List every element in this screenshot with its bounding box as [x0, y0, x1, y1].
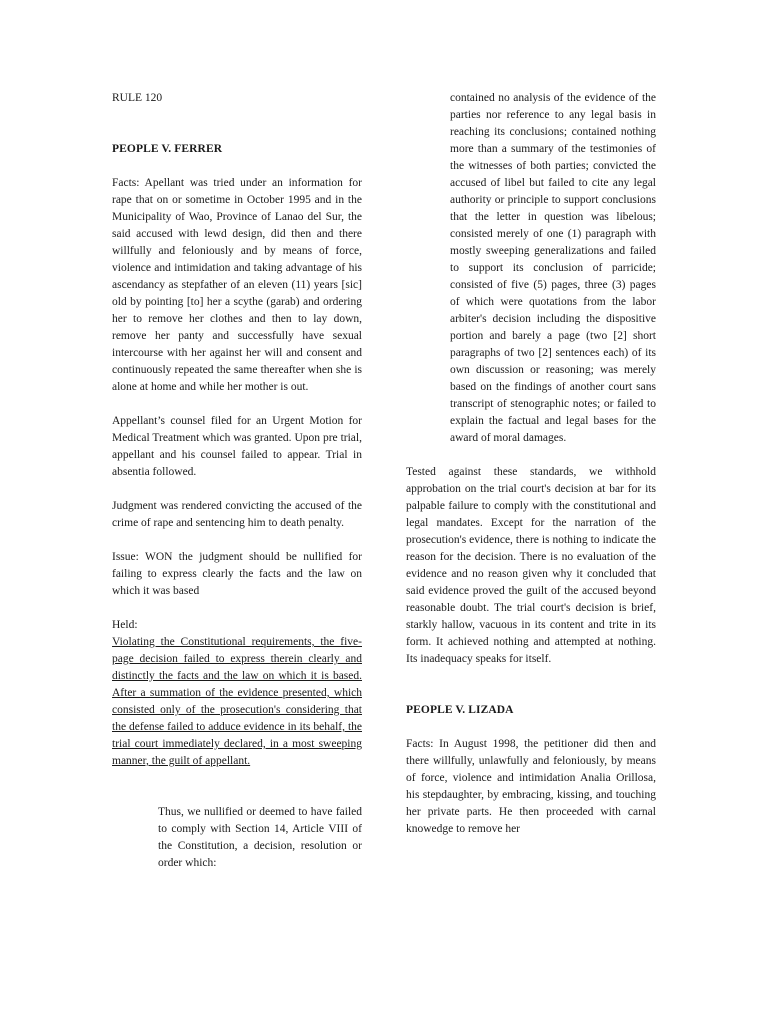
- facts2-paragraph: Facts: In August 1998, the petitioner did then and there willfully, unlawfully and feloniously, by means of force, violence and intimidation Analia Orillosa, his stepdaughter, by embracing, kissing, and touching her private parts. He then proceeded with carnal knowedge to remove her: [406, 738, 656, 835]
- quote-start: Thus, we nullified or deemed to have failed to comply with Section 14, Article VIII of the Constitution, a decision, resolution or order which:: [158, 806, 362, 869]
- tested-paragraph: Tested against these standards, we withhold approbation on the trial court's decision at bar for its palpable failure to comply with the constitutional and legal mandates. Except for the narration of the prosecution's evidence, there is nothing to indicate the reason for the decision. There is no evaluation of the evidence and no reason given why it concluded that said evidence proved the guilt of the accused beyond reasonable doubt. The trial court's decision is brief, starkly hallow, vacuous in its content and trite in its form. It achieved nothing and attempted at nothing. Its inadequacy speaks for itself.: [406, 466, 656, 665]
- case1-title: PEOPLE V. FERRER: [112, 143, 223, 155]
- held-paragraph: Violating the Constitutional requirements, the five-page decision failed to express therein clearly and distinctly the facts and the law on which it is based. After a summation of the evidence presented, which consisted only of the prosecution's considering that the defense failed to adduce evidence in its behalf, the trial court immediately declared, in a most sweeping manner, the guilt of appellant.: [112, 636, 362, 767]
- right-column: [406, 90, 656, 838]
- facts-paragraph: Facts: Apellant was tried under an information for rape that on or sometime in October 1995 and in the Municipality of Wao, Province of Lanao del Sur, the said accused with lewd design, did then and there willfully and feloniously and by means of force, violence and intimidation and taking advantage of his ascendancy as stepfather of an eleven (11) years [sic] old by pointing [to] her a scythe (garab) and ordering her to remove her clothes and then to lay down, remove her panty and successfully have sexual intercourse with her against her will and consent and continuously repeated the same thereafter when she is alone at home and while her mother is out.: [112, 177, 362, 393]
- rule-label: RULE 120: [112, 92, 163, 104]
- left-column: [112, 90, 362, 872]
- case2-title: PEOPLE V. LIZADA: [406, 704, 514, 716]
- held-label: Held:: [112, 619, 138, 631]
- issue-paragraph: Issue: WON the judgment should be nullified for failing to express clearly the facts and the law on which it was based: [112, 551, 362, 597]
- motion-paragraph: Appellant’s counsel filed for an Urgent Motion for Medical Treatment which was granted. Upon pre trial, appellant and his counsel failed to appear. Trial in absentia followed.: [112, 415, 362, 478]
- quote-continuation: contained no analysis of the evidence of the parties nor reference to any legal basis in reaching its conclusions; contained nothing more than a summary of the testimonies of the witnesses of both parties; convicted the accused of libel but failed to cite any legal authority or principle to support conclusions that the letter in question was libelous; consisted merely of one (1) paragraph with mostly sweeping generalizations and failed to support its conclusion of parricide; consisted of five (5) pages, three (3) pages of which were quotations from the labor arbiter's decision including the dispositive portion and barely a page (two [2] short paragraphs of two [2] sentences each) of its own discussion or reasoning; was merely based on the findings of another court sans transcript of stenographic notes; or failed to explain the factual and legal bases for the award of moral damages.: [450, 92, 656, 444]
- judgment-paragraph: Judgment was rendered convicting the accused of the crime of rape and sentencing him to death penalty.: [112, 500, 362, 529]
